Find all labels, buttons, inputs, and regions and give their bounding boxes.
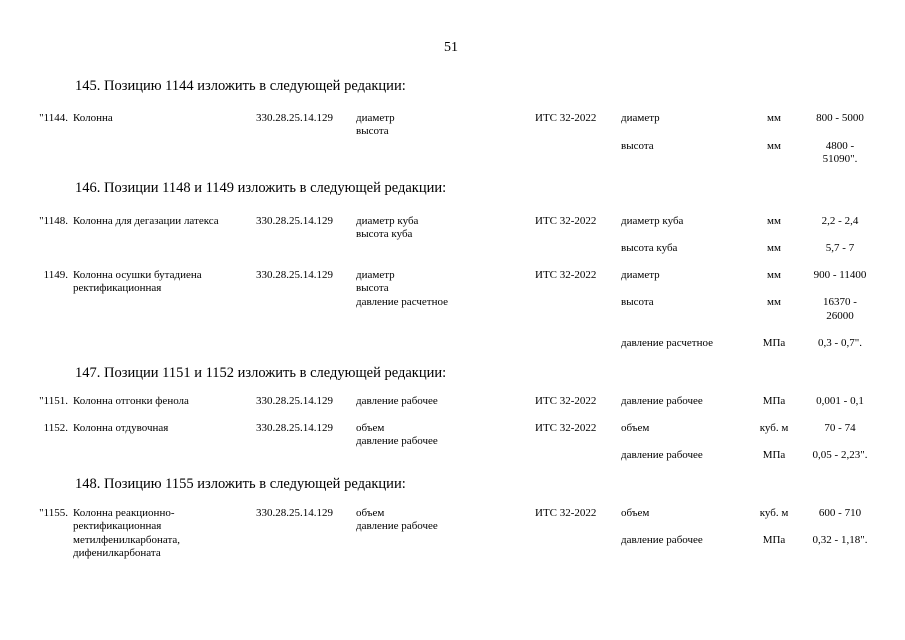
row-number: 1152. — [43, 422, 68, 434]
row-name: Колонна отгонки фенола — [73, 395, 189, 407]
spec-value: 0,3 - 0,7". — [818, 337, 862, 349]
row-number: "1148. — [39, 215, 68, 227]
row-name: Колонна — [73, 112, 113, 124]
spec-unit: МПа — [762, 534, 786, 546]
spec-unit: мм — [767, 112, 781, 124]
row-number: "1151. — [39, 395, 68, 407]
row-param: давление рабочее — [356, 395, 438, 407]
spec-value: 0,001 - 0,1 — [816, 395, 864, 407]
section-heading-146: 146. Позиции 1148 и 1149 изложить в следующей редакции: — [75, 180, 447, 196]
spec-value: 51090". — [822, 153, 858, 165]
row-param: объем — [356, 422, 385, 434]
row-name: дифенилкарбоната — [73, 547, 161, 559]
spec-name: давление расчетное — [621, 337, 713, 349]
spec-value: 5,7 - 7 — [825, 242, 855, 254]
spec-unit: мм — [767, 215, 781, 227]
spec-name: диаметр — [621, 269, 660, 281]
spec-value: 4800 - — [825, 140, 855, 152]
spec-unit: куб. м — [759, 422, 789, 434]
row-param: диаметр куба — [356, 215, 419, 227]
row-param: высота куба — [356, 228, 413, 240]
row-standard: ИТС 32-2022 — [535, 422, 597, 434]
spec-name: давление рабочее — [621, 395, 703, 407]
row-param: давление рабочее — [356, 435, 438, 447]
row-code: 330.28.25.14.129 — [256, 395, 333, 407]
spec-name: высота — [621, 296, 654, 308]
spec-unit: МПа — [762, 449, 786, 461]
spec-name: высота — [621, 140, 654, 152]
spec-value: 70 - 74 — [824, 422, 856, 434]
spec-name: высота куба — [621, 242, 678, 254]
row-name: Колонна отдувочная — [73, 422, 169, 434]
row-standard: ИТС 32-2022 — [535, 112, 597, 124]
spec-name: давление рабочее — [621, 449, 703, 461]
spec-value: 0,05 - 2,23". — [812, 449, 868, 461]
row-standard: ИТС 32-2022 — [535, 215, 597, 227]
row-standard: ИТС 32-2022 — [535, 269, 597, 281]
row-param: давление расчетное — [356, 296, 448, 308]
spec-unit: мм — [767, 242, 781, 254]
row-code: 330.28.25.14.129 — [256, 269, 333, 281]
spec-value: 600 - 710 — [818, 507, 862, 519]
spec-unit: МПа — [762, 337, 786, 349]
row-name: ректификационная — [73, 282, 162, 294]
spec-name: давление рабочее — [621, 534, 703, 546]
row-param: высота — [356, 125, 389, 137]
row-param: диаметр — [356, 269, 395, 281]
spec-name: диаметр — [621, 112, 660, 124]
spec-name: объем — [621, 507, 650, 519]
row-param: диаметр — [356, 112, 395, 124]
spec-unit: мм — [767, 269, 781, 281]
section-heading-147: 147. Позиции 1151 и 1152 изложить в следующей редакции: — [75, 365, 447, 381]
row-number: 1149. — [43, 269, 68, 281]
row-standard: ИТС 32-2022 — [535, 395, 597, 407]
section-heading-145: 145. Позицию 1144 изложить в следующей редакции: — [75, 78, 406, 94]
spec-value: 0,32 - 1,18". — [812, 534, 868, 546]
section-heading-148: 148. Позицию 1155 изложить в следующей редакции: — [75, 476, 406, 492]
row-name: метилфенилкарбоната, — [73, 534, 181, 546]
spec-value: 16370 - — [823, 296, 857, 308]
spec-value: 26000 — [826, 310, 854, 322]
spec-value: 2,2 - 2,4 — [821, 215, 859, 227]
spec-name: диаметр куба — [621, 215, 684, 227]
row-number: "1144. — [39, 112, 68, 124]
row-param: высота — [356, 282, 389, 294]
page-number: 51 — [444, 40, 458, 55]
row-code: 330.28.25.14.129 — [256, 507, 333, 519]
row-number: "1155. — [39, 507, 68, 519]
spec-unit: мм — [767, 140, 781, 152]
row-name: ректификационная — [73, 520, 162, 532]
row-standard: ИТС 32-2022 — [535, 507, 597, 519]
spec-value: 800 - 5000 — [816, 112, 864, 124]
row-code: 330.28.25.14.129 — [256, 112, 333, 124]
spec-unit: МПа — [762, 395, 786, 407]
spec-name: объем — [621, 422, 650, 434]
spec-unit: мм — [767, 296, 781, 308]
row-param: объем — [356, 507, 385, 519]
row-name: Колонна реакционно- — [73, 507, 175, 519]
spec-value: 900 - 11400 — [813, 269, 867, 281]
row-name: Колонна для дегазации латекса — [73, 215, 219, 227]
row-code: 330.28.25.14.129 — [256, 422, 333, 434]
spec-unit: куб. м — [759, 507, 789, 519]
row-code: 330.28.25.14.129 — [256, 215, 333, 227]
row-param: давление рабочее — [356, 520, 438, 532]
row-name: Колонна осушки бутадиена — [73, 269, 202, 281]
